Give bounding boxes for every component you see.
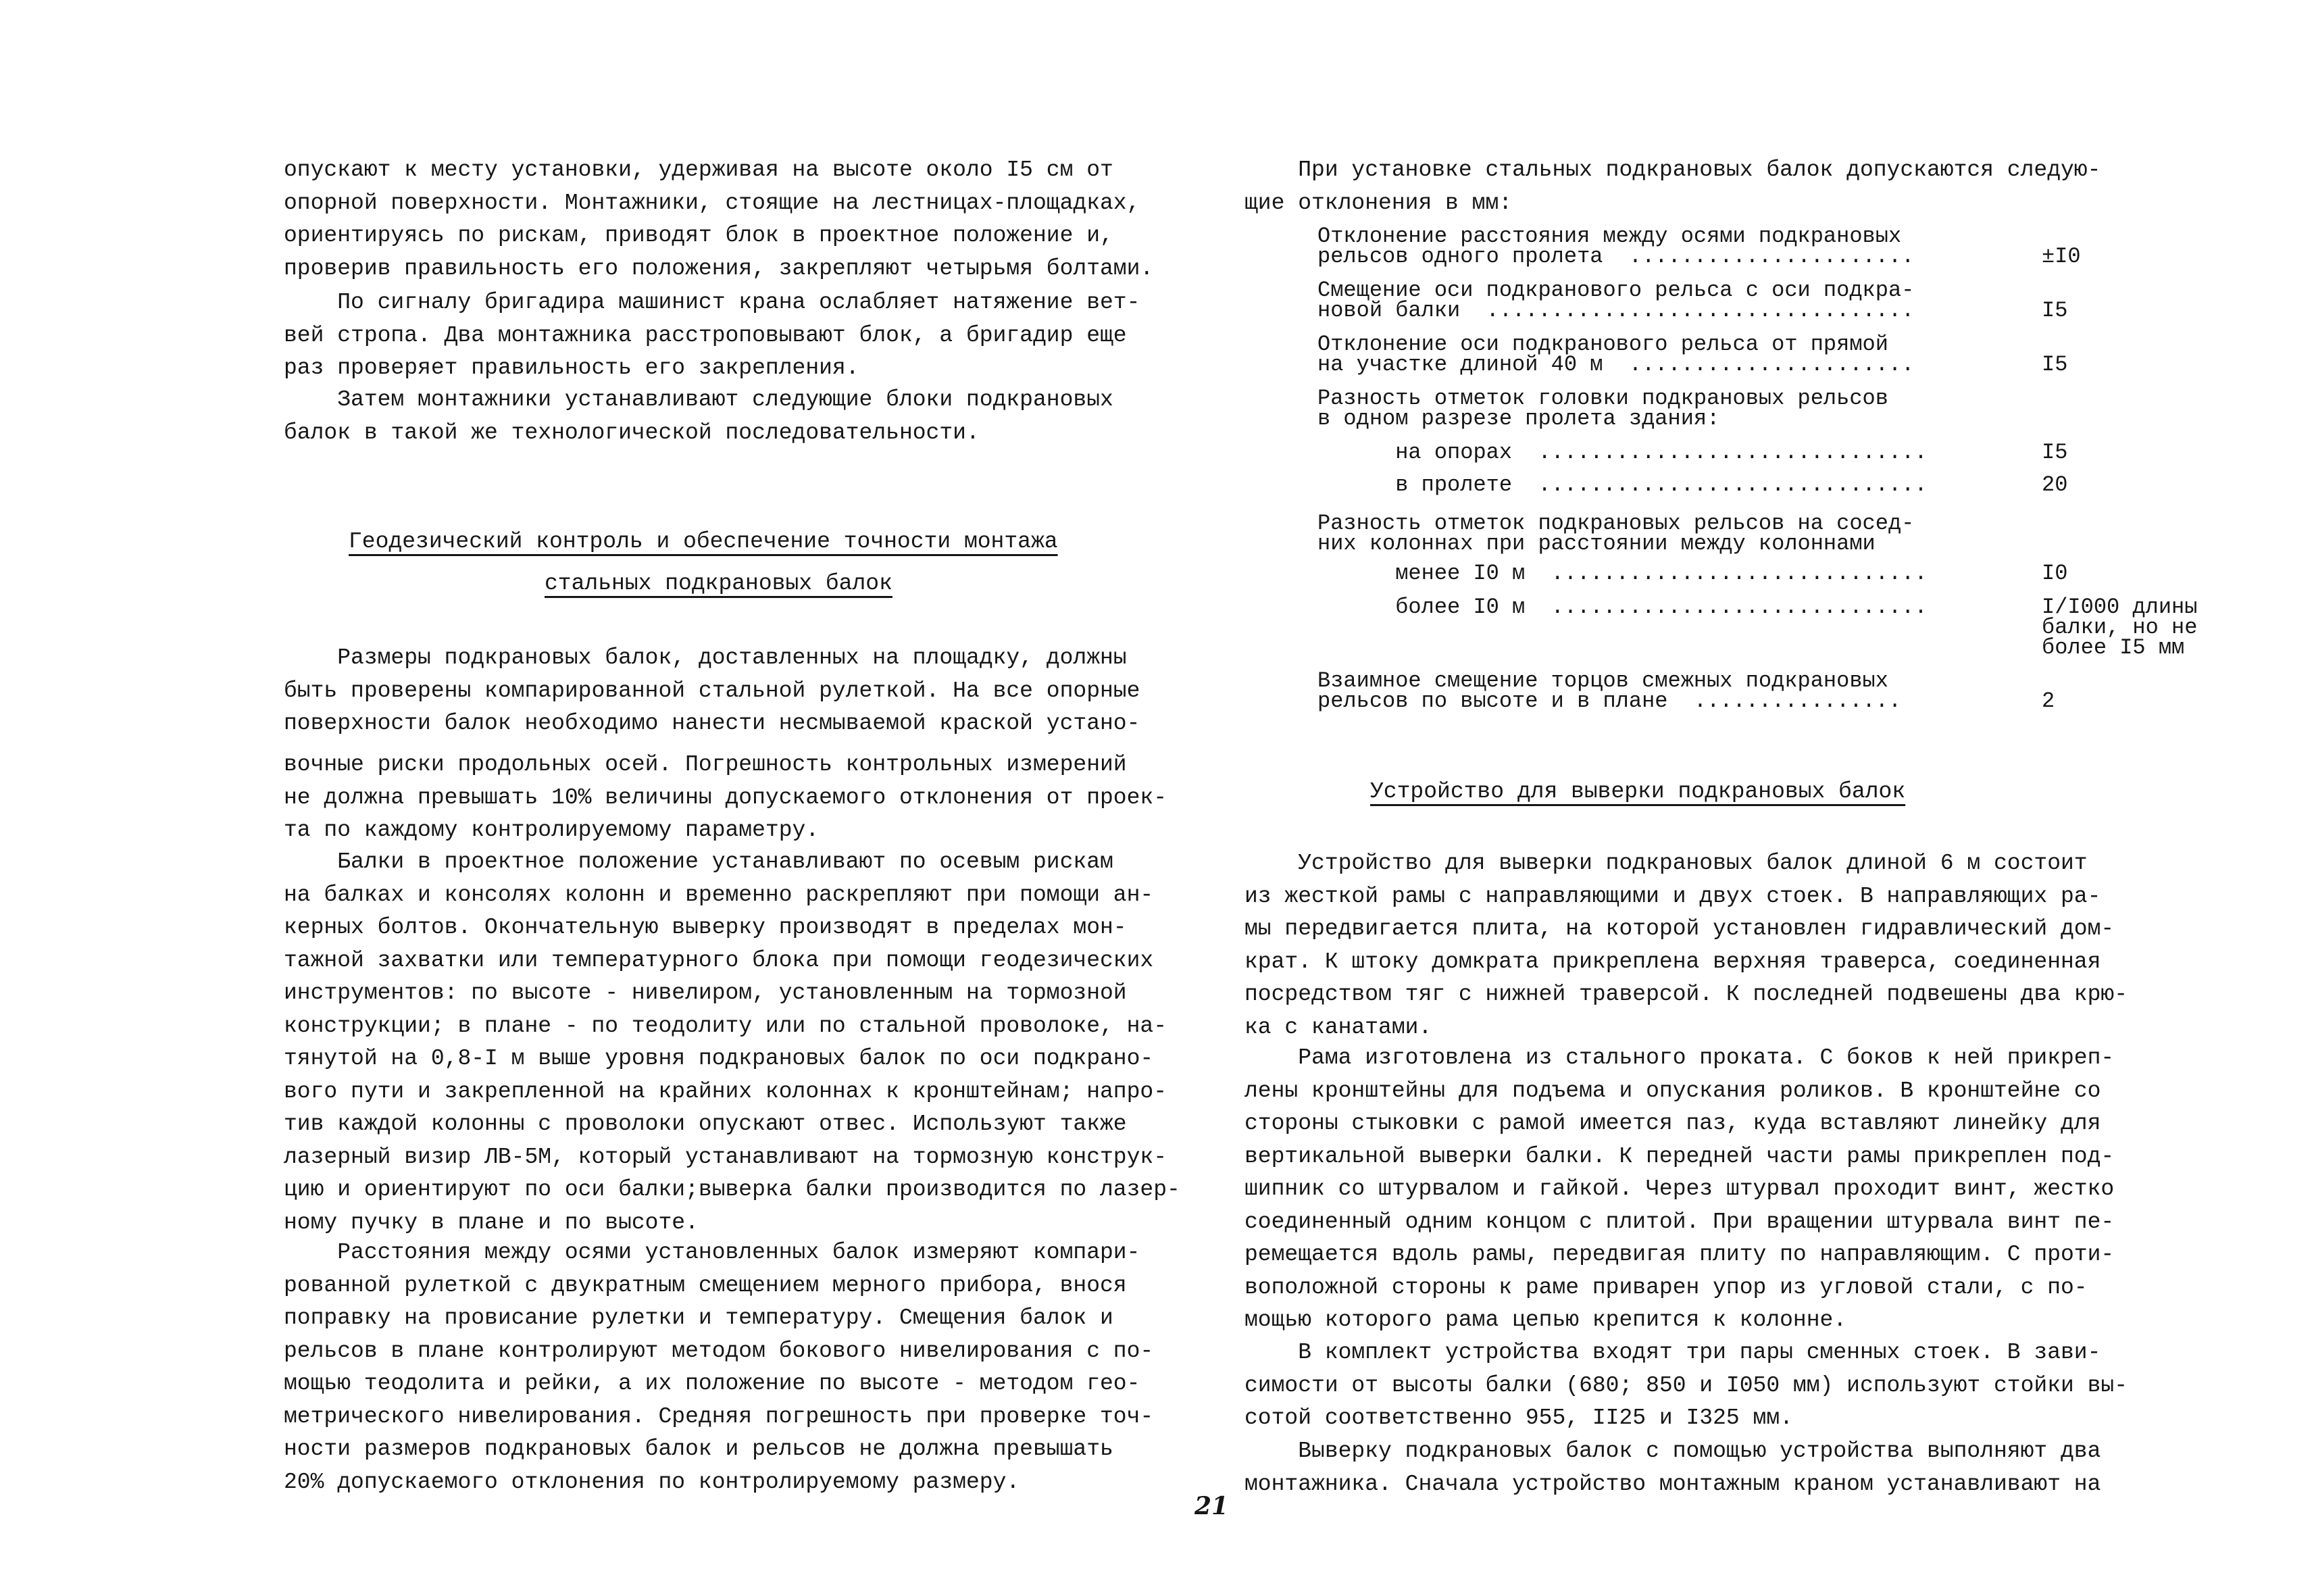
deviation-value: I5 xyxy=(2042,298,2068,323)
deviation-text: менее I0 м ............................. xyxy=(1317,561,1928,586)
deviation-text: Разность отметок подкрановых рельсов на сосед- них колоннах при расстоянии между колоннами xyxy=(1317,511,1915,556)
left-paragraph-2: По сигналу бригадира машинист крана ослабляет натяжение вет- вей стропа. Два монтажника расстроповывают блок, а бригадир еще раз проверяет правильность его закрепления. xyxy=(284,290,1140,380)
deviation-value: 20 xyxy=(2042,472,2068,497)
deviation-text: Разность отметок головки подкрановых рельсов в одном разрезе пролета здания: xyxy=(1317,386,1888,431)
deviation-text: в пролете .............................. xyxy=(1317,472,1928,497)
deviation-value: I5 xyxy=(2042,440,2068,465)
deviation-value: 2 xyxy=(2042,689,2055,714)
right-page xyxy=(1157,0,2314,1596)
deviation-text: Отклонение расстояния между осями подкрановых рельсов одного пролета ...................... xyxy=(1317,224,1915,269)
right-paragraph-1: Устройство для выверки подкрановых балок длиной 6 м состоит из жесткой рамы с направляющими и двух стоек. В направляющих ра- мы передвигается плита, на которой установлен гидравлический дом- крат. К штоку домкрата прикреплена верхняя траверса, соединенная посредством тяг с нижней траверсой. К последней подвешены два крю- ка с канатами. xyxy=(1244,851,2128,1040)
right-paragraph-3: В комплект устройства входят три пары сменных стоек. В зави- симости от высоты балки (680; 850 и I050 мм) используют стойки вы- сотой соответственно 955, II25 и I325 мм. xyxy=(1244,1340,2128,1430)
deviation-text: Взаимное смещение торцов смежных подкрановых рельсов по высоте и в плане ................ xyxy=(1317,668,1902,714)
left-paragraph-4: Размеры подкрановых балок, доставленных на площадку, должны быть проверены компарированной стальной рулеткой. На все опорные поверхности балок необходимо нанести несмываемой краской устано- xyxy=(284,645,1140,736)
right-paragraph-4: Выверку подкрановых балок с помощью устройства выполняют два монтажника. Сначала устройство монтажным краном устанавливают на xyxy=(1244,1439,2101,1497)
deviation-text: Смещение оси подкранового рельса с оси подкра- новой балки ................................. xyxy=(1317,278,1915,323)
deviation-text: на опорах .............................. xyxy=(1317,440,1928,465)
left-paragraph-5: вочные риски продольных осей. Погрешность контрольных измерений не должна превышать 10% величины допускаемого отклонения от проек- та по каждому контролируемому параметру. xyxy=(284,752,1167,843)
deviation-value: ±I0 xyxy=(2042,244,2081,269)
section-heading-geodetic-line1: Геодезический контроль и обеспечение точности монтажа xyxy=(349,529,1058,554)
left-paragraph-1: опускают к месту установки, удерживая на высоте около I5 см от опорной поверхности. Монтажники, стоящие на лестницах-площадках, ориентируясь по рискам, приводят блок в проектное положение и, проверив правильность его положения, закрепляют четырьмя болтами. xyxy=(284,157,1154,281)
deviation-value: I/I000 длины балки, но не более I5 мм xyxy=(2042,595,2198,660)
section-heading-geodetic-line2: стальных подкрановых балок xyxy=(545,571,892,596)
section-heading-device: Устройство для выверки подкрановых балок xyxy=(1370,779,1906,804)
right-paragraph-2: Рама изготовлена из стального проката. С боков к ней прикреп- лены кронштейны для подъема и опускания роликов. В кронштейне со стороны стыковки с рамой имеется паз, куда вставляют линейку для вертикальной выверки балки. К передней части рамы прикреплен под- шипник со штурвалом и гайкой. Через штурвал проходит винт, жестко соединенный одним концом с плитой. При вращении штурвала винт пе- ремещается вдоль рамы, передвигая плиту по направляющим. С проти- воположной стороны к раме приварен упор из угловой стали, с по- мощью которого рама цепью крепится к колонне. xyxy=(1244,1045,2115,1332)
deviation-value: I5 xyxy=(2042,352,2068,377)
deviations-intro: При установке стальных подкрановых балок допускаются следую- щие отклонения в мм: xyxy=(1244,157,2101,216)
left-paragraph-7: Расстояния между осями установленных балок измеряют компари- рованной рулеткой с двукратным смещением мерного прибора, внося поправку на провисание рулетки и температуру. Смещения балок и рельсов в плане контролируют методом бокового нивелирования с по- мощью теодолита и рейки, а их положение по высоте - методом гео- метрического нивелирования. Средняя погрешность при проверке точ- ности размеров подкрановых балок и рельсов не должна превышать 20% допускаемого отклонения по контролируемому размеру. xyxy=(284,1240,1154,1495)
page-number: 21 xyxy=(1194,1492,1229,1520)
deviation-text: Отклонение оси подкранового рельса от прямой на участке длиной 40 м ...................... xyxy=(1317,332,1915,377)
deviation-value: I0 xyxy=(2042,561,2068,586)
deviation-text: более I0 м ............................. xyxy=(1317,595,1928,620)
left-paragraph-3: Затем монтажники устанавливают следующие блоки подкрановых балок в такой же технологической последовательности. xyxy=(284,387,1113,445)
left-paragraph-6: Балки в проектное положение устанавливают по осевым рискам на балках и консолях колонн и временно раскрепляют при помощи ан- керных болтов. Окончательную выверку производят в пределах мон- тажной захватки или температурного блока при помощи геодезических инструментов: по высоте - нивелиром, установленным на тормозной конструкции; в плане - по теодолиту или по стальной проволоке, на- тянутой на 0,8-I м выше уровня подкрановых балок по оси подкрано- вого пути и закрепленной на крайних колоннах к кронштейнам; напро- тив каждой колонны с проволоки опускают отвес. Используют также лазерный визир ЛВ-5М, который устанавливают на тормозную конструк- цию и ориентируют по оси балки;выверка балки производится по лазер- ному пучку в плане и по высоте. xyxy=(284,849,1180,1235)
